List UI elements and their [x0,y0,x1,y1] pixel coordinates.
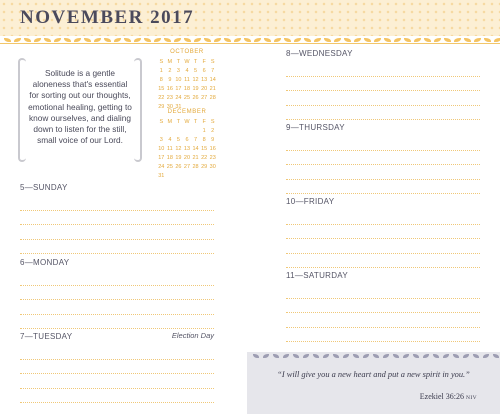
mini-calendar-days [157,67,217,112]
mini-calendar-date [183,127,192,136]
day-label: 5—SUNDAY [20,183,68,192]
mini-calendar-date: 7 [211,68,215,74]
mini-calendar-date: 22 [201,155,208,161]
leaf-icon [363,354,369,358]
leaf-icon [224,38,231,42]
mini-calendar-date [208,172,217,181]
mini-calendar-december [157,109,217,181]
mini-calendar-date: 22 [158,95,165,101]
verse-box [247,352,500,414]
mini-calendar-date: 3 [176,68,180,74]
mini-calendar-date [200,172,209,181]
mini-calendar-date: 11 [166,146,173,152]
weekday: S [210,119,215,125]
leaf-icon [194,38,201,42]
leaf-icon [453,354,459,358]
mini-calendar-month: OCTOBER [170,49,204,55]
leaf-icon [74,38,81,42]
writing-line[interactable] [286,328,480,343]
writing-line[interactable] [286,254,480,269]
leaf-icon [303,354,309,358]
day-label: 8—WEDNESDAY [286,49,353,58]
mini-calendar-week [157,172,217,181]
day-block-wednesday [286,48,480,120]
leaf-icon [474,38,481,42]
leaf-icon [464,38,471,42]
mini-calendar-date [191,172,200,181]
writing-line[interactable] [286,62,480,77]
writing-lines[interactable] [286,210,480,268]
writing-line[interactable] [20,211,214,226]
mini-calendar-date [166,127,175,136]
leaf-icon [24,38,31,42]
weekday: M [167,59,173,65]
leaf-icon [34,38,41,42]
leaf-icon [114,38,121,42]
leaf-icon [283,354,289,358]
leaf-icon [204,38,211,42]
writing-line[interactable] [20,300,214,315]
mini-calendar-date: 31 [175,104,182,110]
leaf-icon [324,38,331,42]
mini-calendar-date [174,127,183,136]
mini-calendar-week [157,163,217,172]
mini-calendar-date: 24 [175,95,182,101]
mini-calendar-date: 28 [209,95,216,101]
leaf-icon [444,38,451,42]
writing-lines[interactable] [286,136,480,194]
leaf-icon [253,354,259,358]
mini-calendar-date: 31 [158,173,165,179]
page-header [0,0,500,36]
leaf-icon [294,38,301,42]
leaf-icon [264,38,271,42]
mini-calendar-date: 21 [192,155,199,161]
mini-calendar-date: 25 [166,164,173,170]
verse-text: “I will give you a new heart and put a new spirit in you.” [277,370,470,379]
day-block-friday [286,196,480,268]
weekday: T [176,59,181,65]
leaf-icon [214,38,221,42]
leaf-icon [304,38,311,42]
weekday: S [159,119,164,125]
writing-line[interactable] [20,315,214,330]
leaf-icon [353,354,359,358]
mini-calendar-date: 25 [183,95,191,101]
leaf-icon [244,38,251,42]
weekday: M [167,119,173,125]
writing-line[interactable] [286,136,480,151]
mini-calendar-date: 26 [175,164,182,170]
weekday: F [202,119,206,125]
leaf-icon [104,38,111,42]
mini-calendar-week [157,136,217,145]
writing-line[interactable] [286,151,480,166]
leaf-icon [313,354,319,358]
mini-calendar-date: 19 [175,155,182,161]
mini-calendar-date: 9 [168,77,172,83]
day-block-tuesday [20,331,214,403]
writing-line[interactable] [20,240,214,255]
mini-calendar-date: 30 [166,104,173,110]
writing-line[interactable] [20,225,214,240]
weekday: S [210,59,215,65]
weekday: F [202,59,206,65]
leaf-icon [404,38,411,42]
leaf-icon [94,38,101,42]
mini-calendar-date: 5 [176,137,180,143]
weekday: T [176,119,181,125]
mini-calendar-date: 10 [158,146,165,152]
leaf-icon [443,354,449,358]
leaf-icon [424,38,431,42]
mini-calendar-date: 24 [158,164,165,170]
leaf-icon [44,38,51,42]
mini-calendar-week [157,145,217,154]
day-label: 10—FRIDAY [286,197,335,206]
leaf-icon [374,38,381,42]
writing-line[interactable] [286,91,480,106]
holiday-note: Election Day [171,331,214,340]
mini-calendar-date: 17 [175,86,182,92]
mini-calendar-date: 8 [202,137,206,143]
mini-calendar-date: 20 [183,155,191,161]
mini-calendar-week [157,76,217,85]
mini-calendar-date: 13 [183,146,191,152]
mini-calendar-date: 2 [211,128,215,134]
leaf-icon [383,354,389,358]
mini-calendar-date: 9 [211,137,215,143]
writing-line[interactable] [286,165,480,180]
weekday: W [184,59,190,65]
weekday: S [159,59,164,65]
leaf-border-decoration [0,36,500,44]
leaf-icon [493,354,499,358]
verse-reference [420,392,477,401]
mini-calendar-date: 21 [209,86,216,92]
leaf-icon [273,354,279,358]
writing-line[interactable] [20,196,214,211]
writing-line[interactable] [20,360,214,375]
day-label: 6—MONDAY [20,258,70,267]
mini-calendar-date: 1 [202,128,206,134]
leaf-icon [484,38,491,42]
leaf-icon [494,38,500,42]
leaf-icon [333,354,339,358]
leaf-icon [174,38,181,42]
mini-calendar-date: 15 [158,86,165,92]
mini-calendar-month: DECEMBER [167,109,207,115]
day-block-thursday [286,122,480,194]
mini-calendar-date: 26 [192,95,199,101]
leaf-icon [393,354,399,358]
writing-lines[interactable] [20,271,214,329]
mini-calendar-date [191,127,200,136]
mini-calendar-date: 14 [209,77,216,83]
mini-calendar-week [157,67,217,76]
day-block-sunday [20,182,214,254]
leaf-icon [413,354,419,358]
mini-calendar-date: 18 [183,86,191,92]
mini-calendar-date: 28 [192,164,199,170]
writing-line[interactable] [286,239,480,254]
mini-calendar-october [157,49,217,112]
mini-calendar-week [157,94,217,103]
writing-line[interactable] [286,299,480,314]
leaf-icon [314,38,321,42]
writing-line[interactable] [286,210,480,225]
leaf-icon [254,38,261,42]
day-block-saturday [286,270,480,342]
weekday: W [184,119,190,125]
writing-line[interactable] [286,77,480,92]
mini-calendar-date: 15 [201,146,208,152]
mini-calendar-days [157,127,217,181]
writing-line[interactable] [20,345,214,360]
writing-line[interactable] [286,313,480,328]
mini-calendar-date: 11 [184,77,190,83]
leaf-icon [354,38,361,42]
leaf-icon [403,354,409,358]
mini-calendar-date: 12 [175,146,182,152]
writing-lines[interactable] [286,62,480,120]
mini-calendar-date: 6 [185,137,189,143]
mini-calendar-date: 27 [201,95,208,101]
leaf-icon [483,354,489,358]
mini-calendar-date: 20 [201,86,208,92]
leaf-icon [184,38,191,42]
leaf-icon [434,38,441,42]
mini-calendar-date: 29 [158,104,165,110]
mini-calendar-weekdays [157,118,217,127]
leaf-icon [14,38,21,42]
mini-calendar-date [166,172,175,181]
left-brace-decoration [18,58,26,162]
leaf-icon [64,38,71,42]
mini-calendar-date: 2 [168,68,172,74]
mini-calendar-date: 10 [175,77,182,83]
leaf-icon [4,38,11,42]
mini-calendar-date: 8 [159,77,163,83]
mini-calendar-date [157,127,166,136]
leaf-icon [473,354,479,358]
leaf-icon [384,38,391,42]
mini-calendar-date: 1 [159,68,163,74]
mini-calendar-week [157,85,217,94]
right-brace-decoration [134,58,142,162]
mini-calendar-date: 23 [209,155,216,161]
leaf-icon [394,38,401,42]
mini-calendar-date [174,172,183,181]
mini-calendar-date: 19 [192,86,199,92]
leaf-icon [343,354,349,358]
leaf-icon [334,38,341,42]
mini-calendar-date: 5 [194,68,198,74]
leaf-icon [124,38,131,42]
writing-line[interactable] [286,225,480,240]
mini-calendar-date: 18 [166,155,173,161]
writing-line[interactable] [286,106,480,121]
quote-box [18,58,142,162]
leaf-icon [344,38,351,42]
leaf-icon [423,354,429,358]
mini-calendar-date: 16 [166,86,173,92]
writing-lines[interactable] [20,345,214,403]
month-title: NOVEMBER 2017 [20,7,195,28]
day-label: 7—TUESDAY [20,332,73,341]
leaf-icon [323,354,329,358]
day-block-monday [20,257,214,329]
mini-calendar-date: 7 [194,137,198,143]
leaf-icon [433,354,439,358]
mini-calendar-date: 4 [185,68,189,74]
day-label: 9—THURSDAY [286,123,345,132]
mini-calendar-date: 30 [209,164,216,170]
leaf-icon [234,38,241,42]
leaf-icon [293,354,299,358]
writing-line[interactable] [20,286,214,301]
leaf-icon [414,38,421,42]
mini-calendar-weekdays [157,58,217,67]
writing-line[interactable] [20,271,214,286]
mini-calendar-date: 17 [158,155,165,161]
mini-calendar-date: 3 [159,137,163,143]
leaf-icon [364,38,371,42]
leaf-icon [263,354,269,358]
writing-line[interactable] [20,374,214,389]
mini-calendar-date: 16 [209,146,216,152]
mini-calendar-date: 14 [192,146,199,152]
writing-line[interactable] [286,284,480,299]
leaf-icon [134,38,141,42]
mini-calendar-date: 27 [183,164,191,170]
quote-text: Solitude is a gentle aloneness that's essential for sorting out our thoughts, emotional healing, getting to know ourselves, and dialing down to listen for the still, small voice of our Lord. [28,68,132,146]
writing-line[interactable] [20,389,214,404]
mini-calendar-date: 12 [192,77,199,83]
mini-calendar-date [183,172,192,181]
mini-calendar-week [157,127,217,136]
weekday: T [193,59,198,65]
leaf-icon [164,38,171,42]
leaf-icon [84,38,91,42]
writing-line[interactable] [286,180,480,195]
day-label: 11—SATURDAY [286,271,348,280]
leaf-icon [274,38,281,42]
leaf-icon [463,354,469,358]
leaf-icon [373,354,379,358]
leaf-icon [54,38,61,42]
leaf-icon [144,38,151,42]
mini-calendar-date: 13 [201,77,208,83]
mini-calendar-date: 23 [166,95,173,101]
verse-reference-text: Ezekiel 36:26 [419,392,465,401]
weekday: T [193,119,198,125]
writing-lines[interactable] [286,284,480,342]
leaf-icon [284,38,291,42]
mini-calendar-week [157,154,217,163]
writing-lines[interactable] [20,196,214,254]
mini-calendar-date: 29 [201,164,208,170]
leaf-icon [154,38,161,42]
verse-version: NIV [466,395,477,401]
verse-leaf-border-decoration [247,352,500,360]
mini-calendar-date: 6 [202,68,206,74]
leaf-icon [454,38,461,42]
mini-calendar-date: 4 [168,137,172,143]
